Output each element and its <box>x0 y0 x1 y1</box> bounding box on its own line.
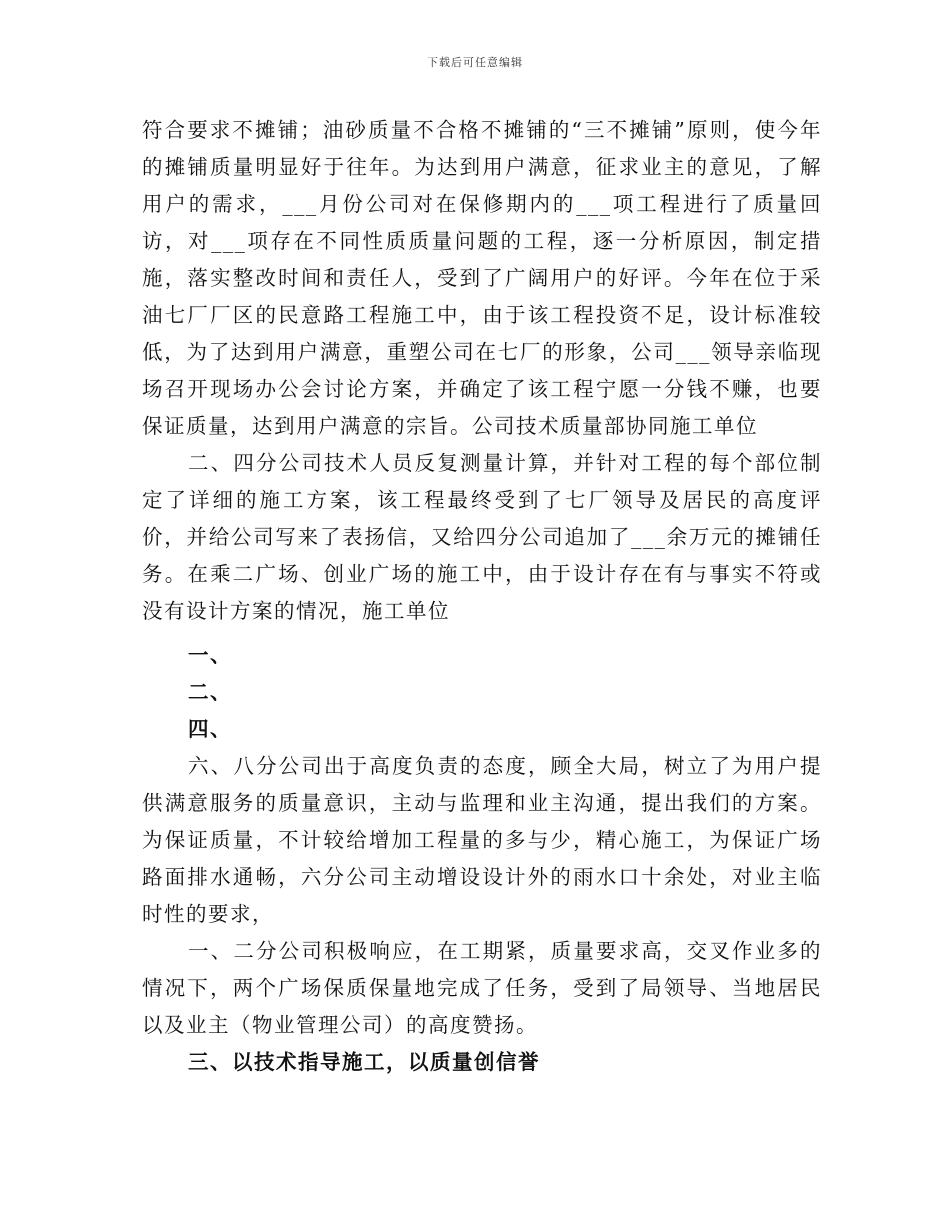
page-header-note: 下载后可任意编辑 <box>427 56 523 69</box>
paragraph-second-fourth-branch: 二、四分公司技术人员反复测量计算，并针对工程的每个部位制定了详细的施工方案，该工程最终受到了七厂领导及居民的高度评价，并给公司写来了表扬信，又给四分公司追加了___余万元的摊铺任务。在乘二广场、创业广场的施工中，由于设计存在有与事实不符或没有设计方案的情况，施工单位 <box>142 451 822 623</box>
document-body <box>142 112 822 1081</box>
list-heading-four: 四、 <box>188 717 232 741</box>
paragraph-six-eight-branch: 六、八分公司出于高度负责的态度，顾全大局，树立了为用户提供满意服务的质量意识，主动与监理和业主沟通，提出我们的方案。为保证质量，不计较给增加工程量的多与少，精心施工，为保证广场路面排水通畅，六分公司主动增设设计外的雨水口十余处，对业主临时性的要求， <box>142 754 822 926</box>
list-heading-two: 二、 <box>188 680 232 704</box>
paragraph-continuation: 符合要求不摊铺；油砂质量不合格不摊铺的“三不摊铺”原则，使今年的摊铺质量明显好于往年。为达到用户满意，征求业主的意见，了解用户的需求，___月份公司对在保修期内的___项工程进行了质量回访，对___项存在不同性质质量问题的工程，逐一分析原因，制定措施，落实整改时间和责任人，受到了广阔用户的好评。今年在位于采油七厂厂区的民意路工程施工中，由于该工程投资不足，设计标准较低，为了达到用户满意，重塑公司在七厂的形象，公司___领导亲临现场召开现场办公会讨论方案，并确定了该工程宁愿一分钱不赚，也要保证质量，达到用户满意的宗旨。公司技术质量部协同施工单位 <box>142 118 822 438</box>
section-heading-three: 三、以技术指导施工，以质量创信誉 <box>188 1050 540 1074</box>
list-heading-one: 一、 <box>188 643 232 667</box>
paragraph-one-two-branch: 一、二分公司积极响应，在工期紧，质量要求高，交叉作业多的情况下，两个广场保质保量地完成了任务，受到了局领导、当地居民以及业主（物业管理公司）的高度赞扬。 <box>142 939 822 1037</box>
